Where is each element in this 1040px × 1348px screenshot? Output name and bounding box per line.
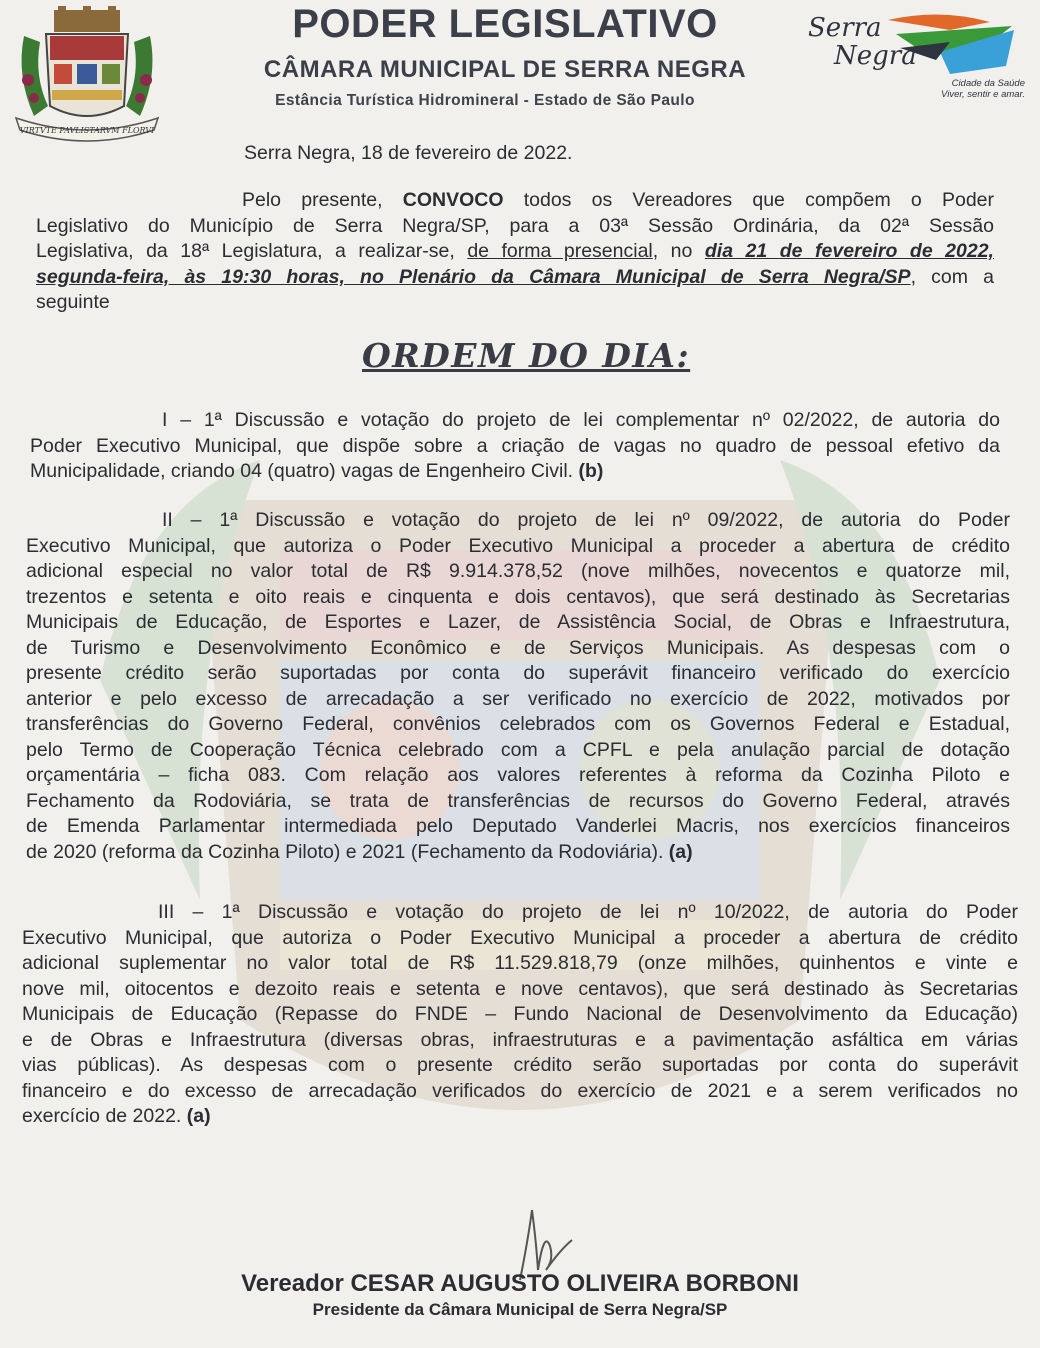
header-tagline: Estância Turística Hidromineral - Estado de São Paulo [275, 92, 695, 109]
intro-paragraph: Pelo presente, CONVOCO todos os Vereadores que compõem o Poder Legislativo do Município de Serra Negra/SP, para a 03ª Sessão Ordinária, da 02ª Sessão Legislativa, da 18ª Legislatura, a realizar-se, de forma presencial, no dia 21 de fevereiro de 2022, segunda-feira, às 19:30 horas, no Plenário da Câmara Municipal de Serra Negra/SP, com a seguinte [36, 189, 994, 313]
agenda-title: ORDEM DO DIA: [362, 336, 691, 375]
brand-name: Serra Negra [808, 13, 917, 71]
signer-name: Vereador CESAR AUGUSTO OLIVEIRA BORBONI [241, 1270, 799, 1297]
agenda-item-3: III – 1ª Discussão e votação do projeto de lei nº 10/2022, de autoria do Poder Executivo Municipal, que autoriza o Poder Executivo Municipal a proceder a abertura de crédito adicional suplementar no valor total de R$ 11.529.818,79 (onze milhões, quinhentos e vinte e nove mil, oitocentos e dezoito reais e setenta e nove centavos), que será destinado às Secretarias Municipais de Educação (Repasse do FNDE – Fundo Nacional de Desenvolvimento da Educação) e de Obras e Infraestrutura (diversas obras, infraestruturas e a pavimentação asfáltica em várias vias públicas). As despesas com o presente crédito serão suportadas por conta do superávit financeiro e do excesso de arrecadação verificados do exercício de 2021 e a serem verificados no exercício de 2022. (a) [22, 901, 1018, 1127]
header-title: PODER LEGISLATIVO [292, 2, 718, 46]
municipal-crest-logo [6, 6, 168, 146]
agenda-item-2: II – 1ª Discussão e votação do projeto de lei nº 09/2022, de autoria do Poder Executivo Municipal, que autoriza o Poder Executivo Municipal a proceder a abertura de crédito adicional especial no valor total de R$ 9.914.378,52 (nove milhões, novecentos e quatorze mil, trezentos e setenta e oito reais e cinquenta e dois centavos), que será destinado às Secretarias Municipais de Educação, de Esportes e Lazer, de Assistência Social, de Obras e Infraestrutura, de Turismo e Desenvolvimento Econômico e de Serviços Municipais. As despesas com o presente crédito serão suportadas por conta do superávit financeiro verificado do exercício anterior e pelo excesso de arrecadação a ser verificado no exercício de 2022, motivados por transferências do Governo Federal, convênios celebrados com os Governos Federal e Estadual, pelo Termo de Cooperação Técnica celebrado com a CPFL e pela anulação parcial de dotação orçamentária – ficha 083. Com relação aos valores referentes à reforma da Cozinha Piloto e Fechamento da Rodoviária, se trata de transferências de recursos do Governo Federal, através de Emenda Parlamentar intermediada pelo Deputado Vanderlei Macris, nos exercícios financeiros de 2020 (reforma da Cozinha Piloto) e 2021 (Fechamento da Rodoviária). (a) [26, 509, 1010, 863]
crest-motto: VIRTVTE PAVLISTARVM FLORVI [19, 126, 155, 135]
header-subtitle: CÂMARA MUNICIPAL DE SERRA NEGRA [263, 56, 747, 83]
date-line: Serra Negra, 18 de fevereiro de 2022. [244, 142, 573, 164]
signer-role: Presidente da Câmara Municipal de Serra Negra/SP [312, 1300, 728, 1319]
brand-tagline: Cidade da Saúde Viver, sentir e amar. [941, 78, 1025, 100]
agenda-item-1: I – 1ª Discussão e votação do projeto de lei complementar nº 02/2022, de autoria do Poder Executivo Municipal, que dispõe sobre a criação de vagas no quadro de pessoal efetivo da Municipalidade, criando 04 (quatro) vagas de Engenheiro Civil. (b) [30, 409, 1000, 482]
